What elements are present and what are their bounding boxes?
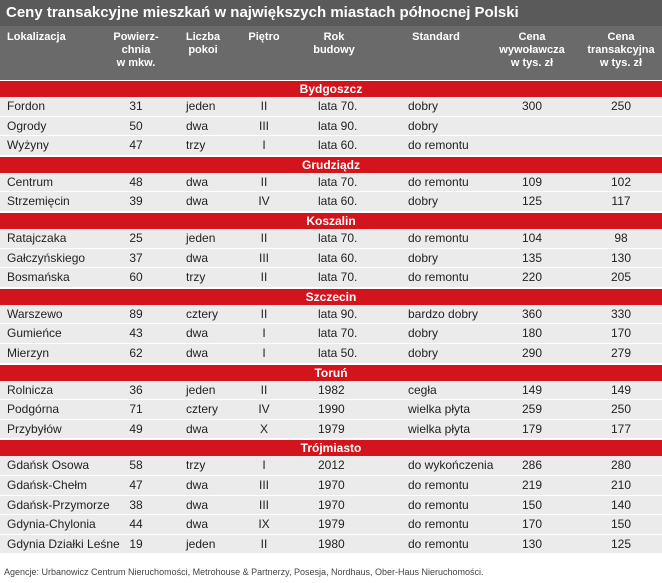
col-floor: Piętro xyxy=(248,31,280,43)
col-location: Lokalizacja xyxy=(7,31,66,43)
table-body xyxy=(0,80,662,554)
cell-area: 48 xyxy=(129,174,143,189)
table-row xyxy=(0,268,662,288)
cell-floor: III xyxy=(258,477,269,492)
table-row xyxy=(0,456,662,476)
cell-transaction-price: 170 xyxy=(610,326,632,341)
cell-asking-price: 179 xyxy=(521,421,543,436)
table-row xyxy=(0,192,662,212)
cell-standard: do remontu xyxy=(408,517,469,532)
cell-rooms: dwa xyxy=(186,250,209,265)
cell-standard: dobry xyxy=(408,326,439,341)
cell-year: lata 70. xyxy=(318,230,358,245)
cell-area: 31 xyxy=(129,99,143,113)
cell-rooms: trzy xyxy=(186,138,206,153)
cell-location: Warszewo xyxy=(7,306,63,321)
cell-area: 60 xyxy=(129,270,143,285)
col-area: Powierz- chnia w mkw. xyxy=(113,31,159,69)
cell-transaction-price: 210 xyxy=(610,477,632,492)
cell-asking-price: 135 xyxy=(521,250,543,265)
table-row xyxy=(0,476,662,496)
cell-rooms: jeden xyxy=(186,536,216,551)
page-title: Ceny transakcyjne mieszkań w największych miastach północnej Polski xyxy=(0,0,662,26)
cell-year: 1970 xyxy=(318,497,345,512)
table-row xyxy=(0,515,662,535)
cell-area: 38 xyxy=(129,497,143,512)
cell-location: Centrum xyxy=(7,174,54,189)
cell-area: 62 xyxy=(129,345,143,360)
cell-area: 36 xyxy=(129,382,143,397)
source-note: Agencje: Urbanowicz Centrum Nieruchomości, Metrohouse & Partnerzy, Posesja, Nordhaus, Ober-Haus Nieruchomości. xyxy=(4,567,484,577)
cell-location: Gdynia-Chylonia xyxy=(7,517,96,532)
cell-year: 1979 xyxy=(318,421,345,436)
cell-rooms: dwa xyxy=(186,421,209,436)
cell-rooms: dwa xyxy=(186,345,209,360)
cell-transaction-price: 205 xyxy=(610,270,632,285)
cell-asking-price: 180 xyxy=(521,326,543,341)
cell-standard: bardzo dobry xyxy=(408,306,479,321)
cell-year: lata 60. xyxy=(318,250,358,265)
cell-floor: III xyxy=(258,497,269,512)
col-standard: Standard xyxy=(412,31,460,43)
table-row xyxy=(0,229,662,249)
cell-year: lata 70. xyxy=(318,270,358,285)
cell-standard: do remontu xyxy=(408,174,469,189)
cell-area: 49 xyxy=(129,421,143,436)
cell-floor: IX xyxy=(258,517,270,532)
cell-asking-price: 259 xyxy=(521,402,543,417)
cell-location: Bosmańska xyxy=(7,270,70,285)
cell-rooms: dwa xyxy=(186,517,209,532)
cell-floor: I xyxy=(262,458,266,473)
cell-location: Wyżyny xyxy=(7,138,49,153)
cell-year: lata 70. xyxy=(318,174,358,189)
cell-asking-price: 104 xyxy=(521,230,543,245)
col-year: Rok budowy xyxy=(313,31,355,56)
table-row xyxy=(0,173,662,193)
cell-floor: III xyxy=(258,250,269,265)
cell-floor: I xyxy=(262,326,266,341)
cell-location: Ratajczaka xyxy=(7,230,67,245)
cell-location: Gałczyńskiego xyxy=(7,250,86,265)
cell-transaction-price: 150 xyxy=(610,517,632,532)
table-row xyxy=(0,344,662,364)
cell-year: 1970 xyxy=(318,477,345,492)
cell-floor: X xyxy=(259,421,268,436)
cell-rooms: cztery xyxy=(186,306,219,321)
cell-rooms: trzy xyxy=(186,270,206,285)
section-header: Bydgoszcz xyxy=(0,80,662,97)
table-row xyxy=(0,305,662,325)
cell-standard: wielka płyta xyxy=(408,421,471,436)
cell-transaction-price: 117 xyxy=(611,194,631,209)
cell-area: 39 xyxy=(129,194,143,209)
cell-floor: II xyxy=(260,174,268,189)
cell-location: Gdańsk Osowa xyxy=(7,458,90,473)
cell-location: Gdańsk-Przymorze xyxy=(7,497,110,512)
cell-standard: do remontu xyxy=(408,477,469,492)
cell-standard: dobry xyxy=(408,250,439,265)
cell-standard: do remontu xyxy=(408,138,469,153)
cell-asking-price: 149 xyxy=(521,382,543,397)
cell-location: Gdańsk-Chełm xyxy=(7,477,88,492)
cell-transaction-price: 125 xyxy=(610,536,632,551)
cell-asking-price: 290 xyxy=(521,345,543,360)
cell-asking-price: 219 xyxy=(521,477,543,492)
cell-standard: wielka płyta xyxy=(408,402,471,417)
cell-rooms: trzy xyxy=(186,458,206,473)
cell-standard: do remontu xyxy=(408,270,469,285)
cell-location: Fordon xyxy=(7,99,46,113)
cell-area: 50 xyxy=(129,118,143,133)
table-row xyxy=(0,324,662,344)
cell-floor: II xyxy=(260,382,268,397)
cell-area: 44 xyxy=(129,517,143,532)
cell-area: 37 xyxy=(129,250,143,265)
cell-year: lata 90. xyxy=(318,118,358,133)
cell-rooms: jeden xyxy=(186,230,216,245)
cell-floor: IV xyxy=(258,194,270,209)
cell-transaction-price: 98 xyxy=(614,230,628,245)
cell-location: Gumieńce xyxy=(7,326,62,341)
cell-year: 1982 xyxy=(318,382,345,397)
cell-asking-price: 286 xyxy=(521,458,543,473)
cell-floor: II xyxy=(260,99,268,113)
cell-standard: do wykończenia xyxy=(408,458,494,473)
cell-asking-price: 130 xyxy=(521,536,543,551)
cell-location: Strzemięcin xyxy=(7,194,70,209)
table-row xyxy=(0,535,662,555)
table-row xyxy=(0,117,662,137)
cell-transaction-price: 102 xyxy=(610,174,632,189)
cell-rooms: dwa xyxy=(186,174,209,189)
cell-area: 25 xyxy=(129,230,143,245)
cell-year: lata 50. xyxy=(318,345,358,360)
cell-asking-price: 360 xyxy=(521,306,543,321)
cell-area: 89 xyxy=(129,306,143,321)
table-row xyxy=(0,249,662,269)
cell-year: 2012 xyxy=(318,458,345,473)
cell-transaction-price: 279 xyxy=(610,345,632,360)
col-transaction-price: Cena transakcyjna w tys. zł xyxy=(587,31,655,69)
cell-floor: II xyxy=(260,306,268,321)
cell-rooms: dwa xyxy=(186,194,209,209)
cell-floor: I xyxy=(262,138,266,153)
cell-rooms: jeden xyxy=(186,382,216,397)
cell-transaction-price: 130 xyxy=(610,250,632,265)
cell-transaction-price: 140 xyxy=(610,497,632,512)
cell-standard: dobry xyxy=(408,118,439,133)
cell-asking-price: 300 xyxy=(521,99,543,113)
table-row xyxy=(0,496,662,516)
cell-transaction-price: 330 xyxy=(610,306,632,321)
cell-standard: do remontu xyxy=(408,230,469,245)
cell-floor: I xyxy=(262,345,266,360)
cell-transaction-price: 149 xyxy=(610,382,632,397)
cell-floor: II xyxy=(260,270,268,285)
cell-year: 1979 xyxy=(318,517,345,532)
cell-floor: III xyxy=(258,118,269,133)
cell-transaction-price: 280 xyxy=(610,458,632,473)
table-row xyxy=(0,97,662,117)
cell-area: 19 xyxy=(129,536,143,551)
cell-asking-price: 150 xyxy=(521,497,543,512)
section-header: Szczecin xyxy=(0,288,662,305)
cell-floor: IV xyxy=(258,402,270,417)
cell-floor: II xyxy=(260,536,268,551)
cell-asking-price: 125 xyxy=(521,194,543,209)
cell-standard: dobry xyxy=(408,99,439,113)
cell-transaction-price: 250 xyxy=(610,99,632,113)
cell-year: 1990 xyxy=(318,402,345,417)
cell-asking-price: 220 xyxy=(521,270,543,285)
table-row xyxy=(0,420,662,440)
cell-location: Mierzyn xyxy=(7,345,50,360)
cell-rooms: dwa xyxy=(186,497,209,512)
cell-standard: dobry xyxy=(408,345,439,360)
cell-asking-price: 170 xyxy=(521,517,543,532)
cell-rooms: dwa xyxy=(186,477,209,492)
cell-rooms: jeden xyxy=(186,99,216,113)
section-header: Koszalin xyxy=(0,212,662,229)
cell-standard: dobry xyxy=(408,194,439,209)
section-header: Trójmiasto xyxy=(0,439,662,456)
cell-floor: II xyxy=(260,230,268,245)
cell-transaction-price: 250 xyxy=(610,402,632,417)
cell-year: lata 70. xyxy=(318,99,358,113)
cell-location: Przybyłów xyxy=(7,421,62,436)
cell-transaction-price: 177 xyxy=(610,421,632,436)
cell-standard: cegła xyxy=(408,382,437,397)
cell-year: 1980 xyxy=(318,536,345,551)
cell-year: lata 70. xyxy=(318,326,358,341)
table-row xyxy=(0,400,662,420)
cell-asking-price: 109 xyxy=(521,174,543,189)
table-header xyxy=(0,26,662,80)
section-header: Grudziądz xyxy=(0,156,662,173)
cell-area: 58 xyxy=(129,458,143,473)
cell-location: Gdynia Działki Leśne xyxy=(7,536,120,551)
section-header: Toruń xyxy=(0,364,662,381)
cell-location: Rolnicza xyxy=(7,382,54,397)
col-rooms: Liczba pokoi xyxy=(185,31,221,56)
cell-location: Podgórna xyxy=(7,402,60,417)
cell-rooms: dwa xyxy=(186,118,209,133)
cell-year: lata 60. xyxy=(318,138,358,153)
cell-area: 47 xyxy=(129,477,143,492)
cell-area: 47 xyxy=(129,138,143,153)
cell-rooms: dwa xyxy=(186,326,209,341)
table-row xyxy=(0,381,662,401)
cell-area: 71 xyxy=(129,402,143,417)
cell-rooms: cztery xyxy=(186,402,219,417)
table-row xyxy=(0,136,662,156)
cell-standard: do remontu xyxy=(408,497,469,512)
cell-year: lata 60. xyxy=(318,194,358,209)
cell-area: 43 xyxy=(129,326,143,341)
cell-standard: do remontu xyxy=(408,536,469,551)
cell-year: lata 90. xyxy=(318,306,358,321)
cell-location: Ogrody xyxy=(7,118,47,133)
col-asking-price: Cena wywoławcza w tys. zł xyxy=(499,31,565,69)
